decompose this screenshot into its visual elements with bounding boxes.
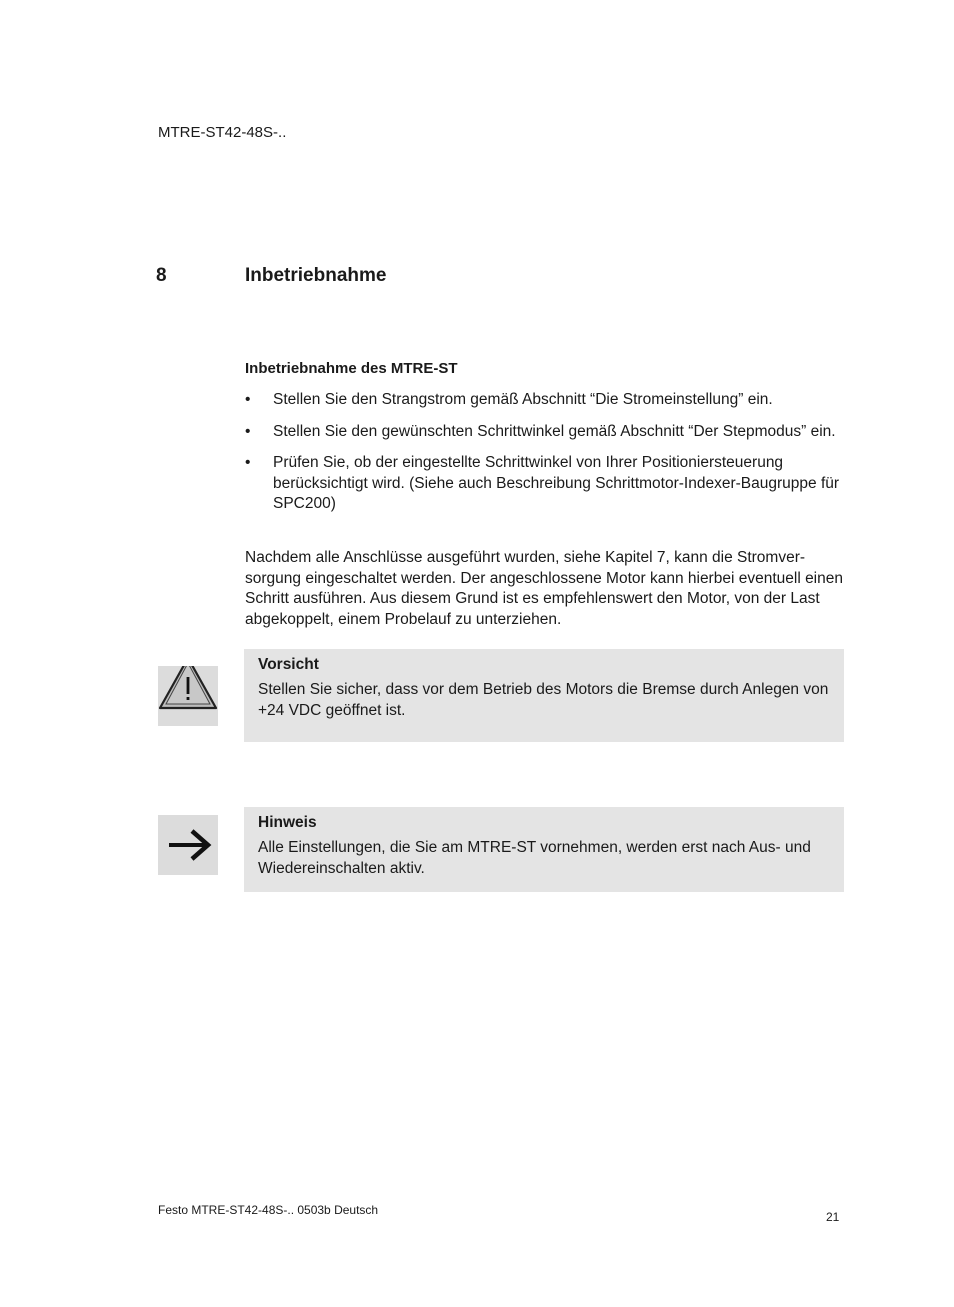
hint-title: Hinweis [258,814,317,831]
arrow-right-icon [158,815,218,875]
chapter-number: 8 [156,265,167,286]
hint-icon-box [158,815,218,875]
list-item-text: Stellen Sie den gewünschten Schrittwinkel gemäß Abschnitt “Der Stepmodus” ein. [273,422,836,440]
instruction-list [245,390,845,526]
list-item [245,390,845,411]
body-paragraph: Nachdem alle Anschlüsse ausgeführt wurden, siehe Kapitel 7, kann die Stromver- sorgung eingeschaltet werden. Der angeschlossene Motor kann hierbei eventuell einen Schritt ausführen. Aus diesem Grund ist es empfehlenswert den Motor, von der Last abgekoppelt, einem Probelauf zu unterziehen. [245,549,843,628]
caution-box [244,649,844,742]
caution-text: Stellen Sie sicher, dass vor dem Betrieb des Motors die Bremse durch Anlegen von +24 VDC geöffnet ist. [258,681,829,719]
footer-document-info: Festo MTRE-ST42-48S-.. 0503b Deutsch [158,1203,379,1217]
warning-triangle-icon [158,666,218,726]
warning-icon-box [158,666,218,726]
list-item [245,453,845,515]
bullet-icon: • [245,422,251,440]
bullet-icon: • [245,391,251,408]
list-item-text: Stellen Sie den Strangstrom gemäß Abschnitt “Die Stromeinstellung” ein. [273,391,773,408]
caution-title: Vorsicht [258,656,319,673]
list-item-text: Prüfen Sie, ob der eingestellte Schrittwinkel von Ihrer Positioniersteuerung berücksichtigt wird. (Siehe auch Beschreibung Schrittmotor-Indexer-Baugruppe für SPC200) [273,454,840,512]
hint-text: Alle Einstellungen, die Sie am MTRE-ST vornehmen, werden erst nach Aus- und Wiedereinschalten aktiv. [258,839,811,877]
bullet-icon: • [245,454,251,471]
chapter-title: Inbetriebnahme [245,265,387,286]
running-header: MTRE-ST42-48S-.. [158,124,287,141]
section-heading: Inbetriebnahme des MTRE-ST [245,360,458,377]
page-number: 21 [826,1210,840,1224]
list-item [245,422,845,443]
hint-box [244,807,844,892]
